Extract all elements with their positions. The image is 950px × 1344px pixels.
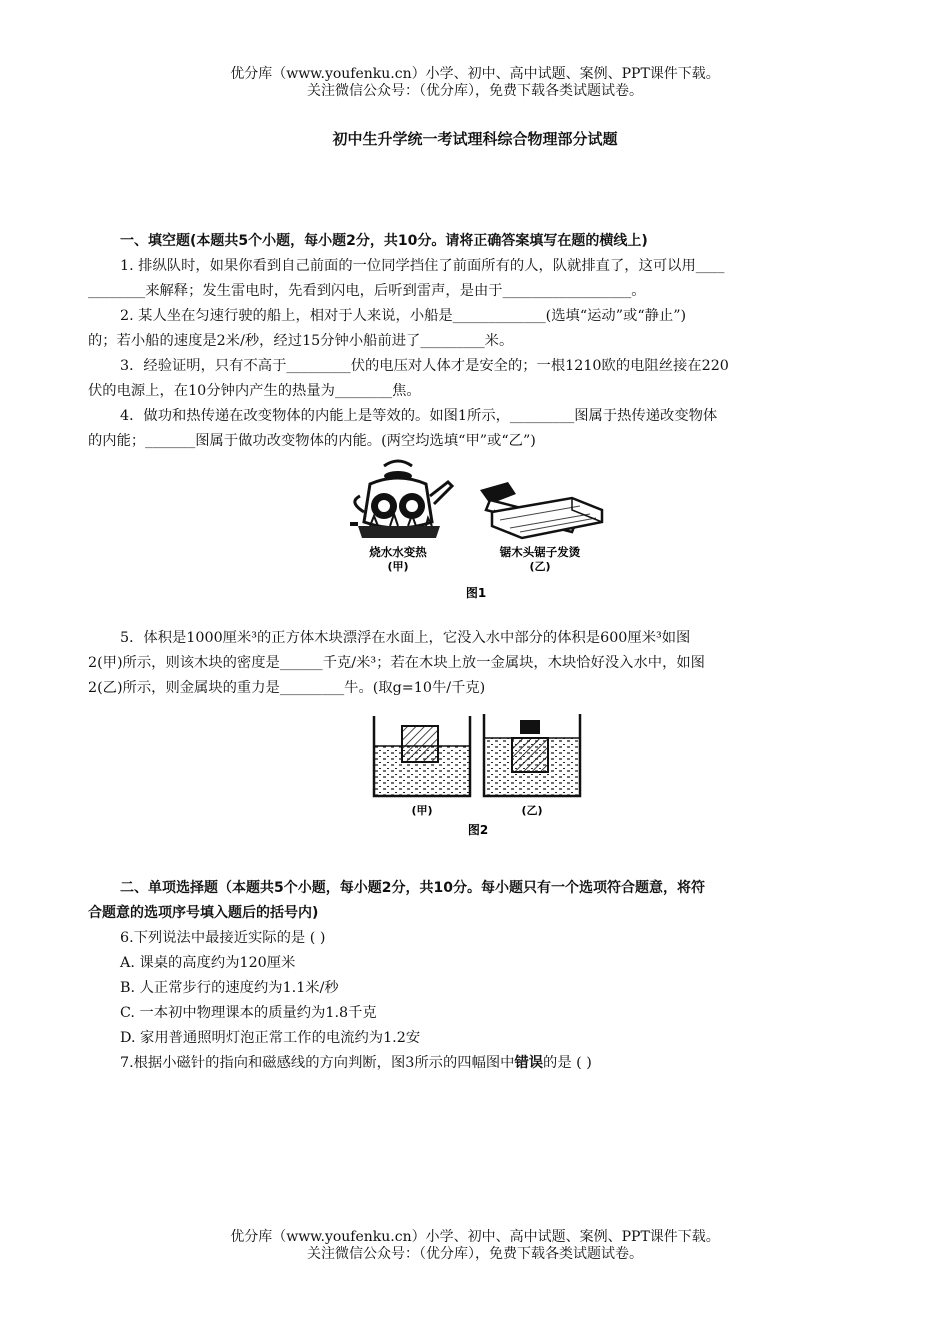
- section-1-heading: 一、填空题(本题共5个小题，每小题2分，共10分。请将正确答案填写在题的横线上): [120, 233, 648, 249]
- question-6-option-a: A. 课桌的高度约为120厘米: [120, 955, 296, 971]
- header-line-2: 关注微信公众号：（优分库），免费下载各类试题试卷。: [307, 83, 643, 99]
- section-1: [88, 229, 834, 454]
- question-7-text: 7.根据小磁针的指向和磁感线的方向判断，图3所示的四幅图中: [120, 1055, 515, 1071]
- figure-1-drawing: [340, 452, 610, 602]
- question-4-line-1: 4．做功和热传递在改变物体的内能上是等效的。如图1所示，_________图属于热传递改变物体: [120, 408, 718, 424]
- question-6-option-d: D. 家用普通照明灯泡正常工作的电流约为1.2安: [120, 1030, 421, 1046]
- figure-2-drawing: [366, 708, 586, 842]
- section-2-heading-line-1: 二、单项选择题（本题共5个小题，每小题2分，共10分。每小题只有一个选项符合题意，将符: [120, 880, 705, 896]
- question-2-line-2: 的；若小船的速度是2米/秒，经过15分钟小船前进了_________米。: [88, 333, 514, 349]
- question-5-line-1: 5．体积是1000厘米³的正方体木块漂浮在水面上，它没入水中部分的体积是600厘米³如图: [120, 630, 691, 646]
- figure-1-right-label: (乙): [529, 560, 551, 573]
- figure-2-right-label: (乙): [521, 804, 543, 817]
- figure-1-title: 图1: [465, 586, 487, 600]
- footer-line-2: 关注微信公众号：（优分库），免费下载各类试题试卷。: [307, 1246, 643, 1262]
- question-1-line-1: 1. 排纵队时，如果你看到自己前面的一位同学挡住了前面所有的人，队就排直了，这可以用____: [120, 258, 725, 274]
- question-2-line-1: 2. 某人坐在匀速行驶的船上，相对于人来说，小船是_____________(选填“运动”或“静止”): [120, 308, 687, 324]
- header-line-1: 优分库（www.youfenku.cn）小学、初中、高中试题、案例、PPT课件下载。: [230, 66, 720, 82]
- container-jia: [374, 716, 470, 796]
- figure-1: [340, 452, 610, 602]
- question-1-line-2: ________来解释；发生雷电时，先看到闪电，后听到雷声，是由于__________________。: [88, 283, 646, 299]
- section-2: [88, 876, 834, 1076]
- question-5-line-2: 2(甲)所示，则该木块的密度是______千克/米³；若在木块上放一金属块，木块恰好没入水中，如图: [88, 655, 705, 671]
- question-3-line-2: 伏的电源上，在10分钟内产生的热量为________焦。: [88, 383, 421, 399]
- question-6: 6.下列说法中最接近实际的是 ( ): [120, 930, 326, 946]
- question-5-line-3: 2(乙)所示，则金属块的重力是_________牛。(取g=10牛/千克): [88, 680, 486, 696]
- question-7: [88, 1051, 834, 1076]
- container-yi: [484, 714, 580, 796]
- kettle-illustration: [350, 461, 452, 538]
- question-7-emphasis: 错误: [514, 1055, 544, 1071]
- figure-2-title: 图2: [467, 823, 489, 837]
- question-6-option-c: C. 一本初中物理课本的质量约为1.8千克: [120, 1005, 377, 1021]
- saw-illustration: [480, 482, 602, 538]
- figure-2: [366, 708, 586, 842]
- figure-1-right-caption: 锯木头锯子发烫: [499, 545, 581, 559]
- page-header: [0, 66, 950, 100]
- question-5: [88, 626, 834, 701]
- section-2-heading-line-2: 合题意的选项序号填入题后的括号内): [88, 905, 319, 921]
- figure-2-left-label: (甲): [411, 804, 433, 817]
- question-6-option-b: B. 人正常步行的速度约为1.1米/秒: [120, 980, 339, 996]
- question-4-line-2: 的内能；_______图属于做功改变物体的内能。(两空均选填“甲”或“乙”): [88, 433, 536, 449]
- page-title: 初中生升学统一考试理科综合物理部分试题: [332, 130, 618, 148]
- figure-1-left-caption: 烧水水变热: [369, 545, 427, 559]
- question-7-bracket: 的是 ( ): [543, 1055, 592, 1071]
- figure-1-left-label: (甲): [387, 560, 409, 573]
- footer-line-1: 优分库（www.youfenku.cn）小学、初中、高中试题、案例、PPT课件下载。: [230, 1229, 720, 1245]
- question-3-line-1: 3．经验证明，只有不高于_________伏的电压对人体才是安全的；一根1210欧的电阻丝接在220: [120, 358, 729, 374]
- page-footer: [0, 1229, 950, 1263]
